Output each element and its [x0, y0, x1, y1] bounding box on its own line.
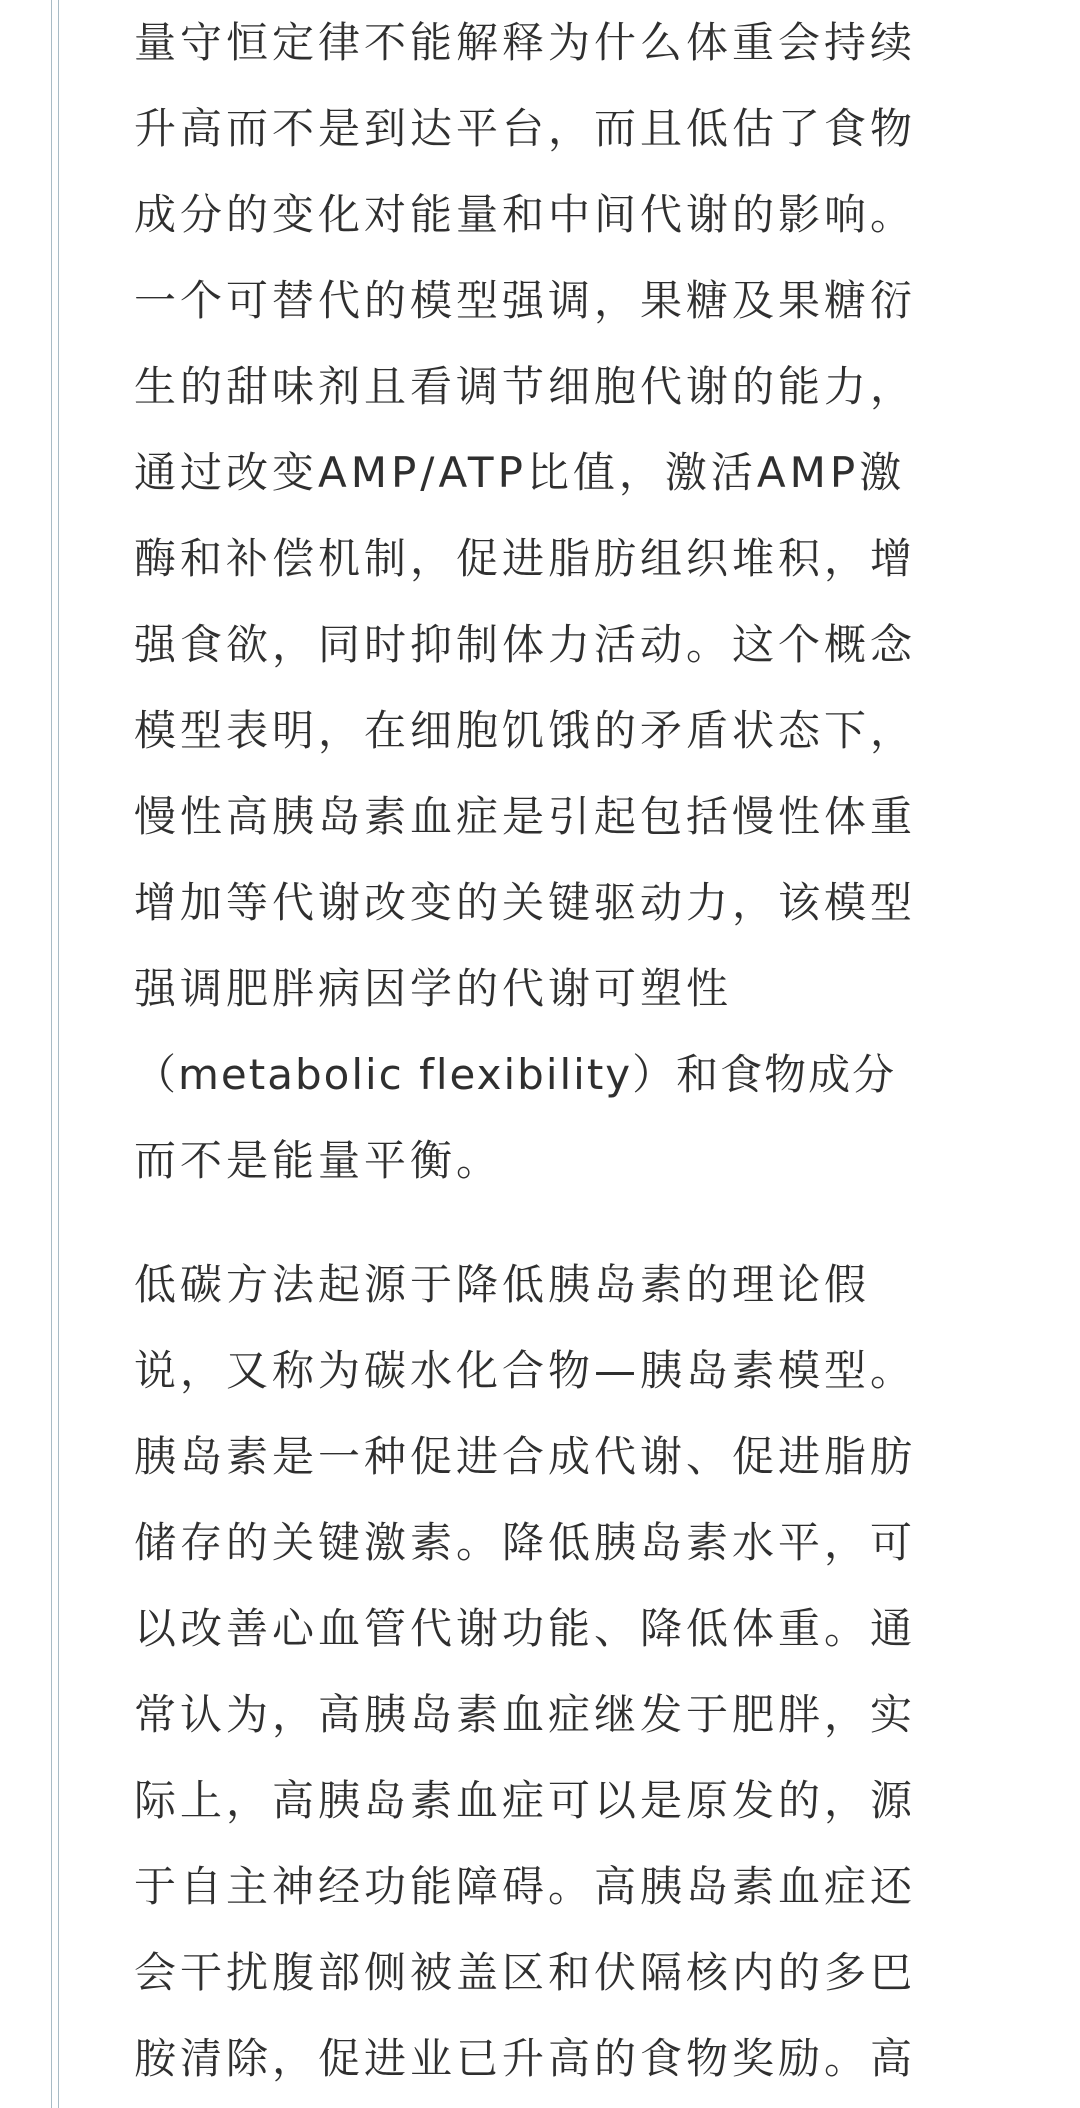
- text-line: 慢性高胰岛素血症是引起包括慢性体重: [134, 792, 917, 841]
- text-line: 模型表明，在细胞饥饿的矛盾状态下，: [134, 706, 917, 755]
- text-line: 于自主神经功能障碍。高胰岛素血症还: [134, 1862, 917, 1911]
- text-line: 升高而不是到达平台，而且低估了食物: [134, 104, 917, 153]
- text-line: 通过改变AMP/ATP比值，激活AMP激: [134, 448, 906, 497]
- text-line: 成分的变化对能量和中间代谢的影响。: [134, 190, 917, 239]
- text-line: 以改善心血管代谢功能、降低体重。通: [134, 1604, 917, 1653]
- text-line: 增加等代谢改变的关键驱动力，该模型: [134, 878, 917, 927]
- text-line: （metabolic flexibility）和食物成分: [134, 1050, 897, 1099]
- text-line: 胺清除，促进业已升高的食物奖励。高: [134, 2034, 917, 2083]
- text-line: 酶和补偿机制，促进脂肪组织堆积，增: [134, 534, 917, 583]
- paragraph-1: [134, 0, 974, 1204]
- text-line: 胰岛素是一种促进合成代谢、促进脂肪: [134, 1432, 917, 1481]
- text-line: 常认为，高胰岛素血症继发于肥胖，实: [134, 1690, 917, 1739]
- text-line: 低碳方法起源于降低胰岛素的理论假: [134, 1260, 871, 1309]
- text-line: 而不是能量平衡。: [134, 1136, 503, 1185]
- left-border-line-inner: [58, 0, 59, 2108]
- text-line: 储存的关键激素。降低胰岛素水平，可: [134, 1518, 917, 1567]
- article-body: [134, 0, 974, 2102]
- text-line: 强食欲，同时抑制体力活动。这个概念: [134, 620, 917, 669]
- text-line: 说，又称为碳水化合物—胰岛素模型。: [134, 1346, 917, 1395]
- text-line: 际上，高胰岛素血症可以是原发的，源: [134, 1776, 917, 1825]
- paragraph-gap: [134, 1204, 974, 1242]
- text-line: 生的甜味剂且看调节细胞代谢的能力，: [134, 362, 917, 411]
- text-line: 强调肥胖病因学的代谢可塑性: [134, 964, 733, 1013]
- paragraph-2: [134, 1242, 974, 2102]
- text-line: 量守恒定律不能解释为什么体重会持续: [134, 18, 917, 67]
- left-border-line: [51, 0, 52, 2108]
- text-line: 会干扰腹部侧被盖区和伏隔核内的多巴: [134, 1948, 917, 1997]
- text-line: 一个可替代的模型强调，果糖及果糖衍: [134, 276, 917, 325]
